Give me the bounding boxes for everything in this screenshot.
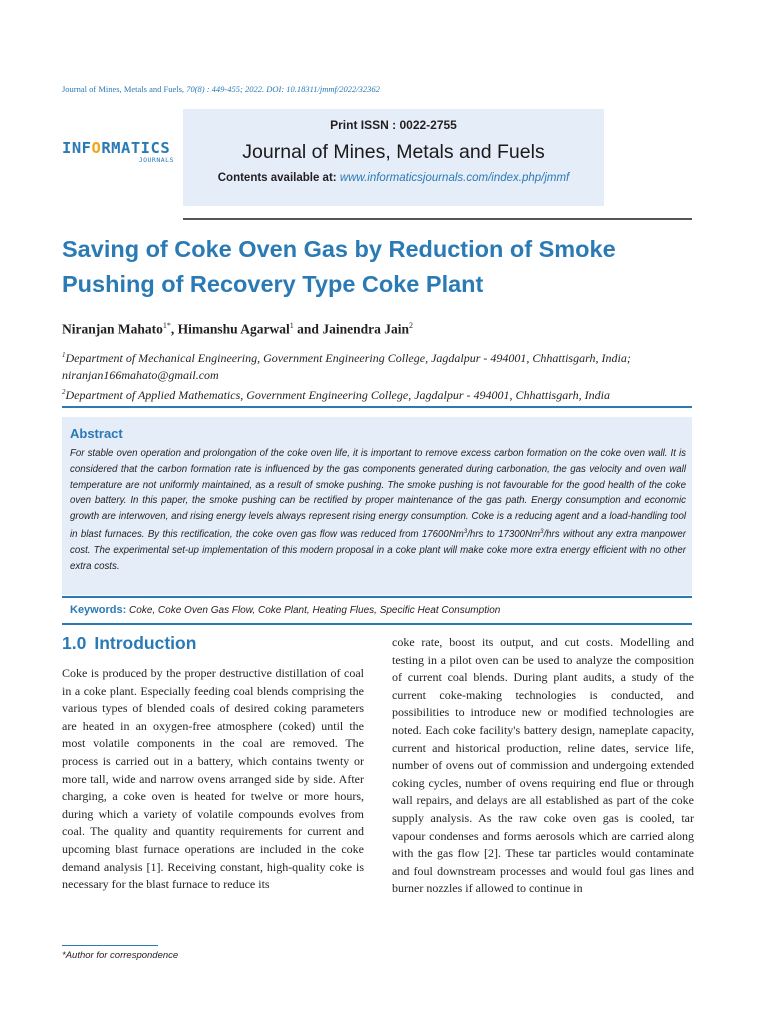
intro-right-column: coke rate, boost its output, and cut costs. Modelling and testing in a pilot oven can be used to analyze the composition of current coal blends. During plant audits, a study of the current coke-making technologies is conducted, and possibilities to introduce new or modified technologies are noted. Each coke facility's battery design, nameplate capacity, current and historical production, reline dates, service life, number of ovens out of commission and undergoing extended coking cycles, number of ovens requiring end flue or through wall repairs, and delays are all established as part of the coke supply analysis. As the raw coke oven gas is cooled, tar vapour condenses and forms aerosols which are carried along with the gas flow [2]. These tar particles would contaminate and foul downstream processes and would foul gas lines and burner nozzles if allowed to continue in (392, 635, 694, 896)
logo-wordmark: INFORMATICS (62, 139, 171, 157)
affiliations (62, 347, 702, 404)
section-heading-introduction (62, 633, 196, 654)
informatics-logo (62, 140, 180, 174)
abstract-heading: Abstract (70, 426, 123, 441)
section-title: Introduction (94, 633, 197, 653)
journal-header (183, 109, 604, 206)
journal-url-link[interactable]: www.informaticsjournals.com/index.php/jmmf (339, 172, 570, 184)
contents-available (183, 172, 604, 184)
logo-subtitle: JOURNALS (138, 156, 174, 164)
abstract-section (62, 417, 692, 595)
paper-title: Saving of Coke Oven Gas by Reduction of Smoke Pushing of Recovery Type Coke Plant (62, 236, 616, 297)
citation-line (62, 84, 380, 94)
keywords-divider-bottom (62, 623, 692, 625)
footnote-divider (62, 945, 158, 946)
citation-journal: Journal of Mines, Metals and Fuels, (62, 84, 185, 94)
affiliation-item: $^1$Department of Mechanical Engineering, Government Engineering College, Jagdalpur - 494001, Chhattisgarh, India; niranjan166mahato@gmail.com (62, 351, 631, 382)
intro-left-column: Coke is produced by the proper destructive distillation of coal in a coke plant. Especially feeding coal blends comprising the various types of blended coals of desired coking parameters are heated in an oxygen-free atmosphere (coked) until the most volatile components in the coal are removed. The process is carried out in a battery, which contains twenty or more tall, wide and narrow ovens arranged side by side. After charging, a coke oven is heated for twelve or more hours, during which a variety of volatile compounds evolves from coal. The quality and quantity requirements for current and upcoming blast furnace operations are included in the coke demand analysis [1]. Receiving constant, high-quality coke is necessary for the blast furnace to reduce its (62, 666, 364, 892)
header-divider (183, 218, 692, 220)
keywords (70, 604, 500, 616)
affiliation-item: $^2$Department of Applied Mathematics, Government Engineering College, Jagdalpur - 494001, Chhattisgarh, India (62, 388, 610, 402)
affiliation-divider (62, 406, 692, 408)
author-name: Himanshu Agarwal (177, 321, 290, 337)
author-list: Niranjan Mahato$^{1*}$, Himanshu Agarwal$^1$ and Jainendra Jain$^2$ (62, 321, 413, 337)
journal-title: Journal of Mines, Metals and Fuels (242, 141, 545, 163)
footnote: *Author for correspondence (62, 950, 179, 961)
contents-label: Contents available at: (217, 172, 337, 184)
abstract-text: For stable oven operation and prolongation of the coke oven life, it is important to remove excess carbon formation on the coke oven wall. It is considered that the carbon formation rate is influenced by the gas components generated during carbonation, the gas velocity and oven wall temperature are not uniformly maintained, as a result of smoke pushing. The smoke pushing is not favourable for the good health of the coke oven battery. In this paper, the smoke pushing can be rectified by proper maintenance of the gas path. Energy consumption and economic growth are interwoven, and rising energy levels always represent rising energy consumption. Coke is a reducing agent and a load-handling tool in blast furnaces. By this rectification, the coke oven gas flow was reduced from 17600Nm$^3$/hrs to 17300Nm$^3$/hrs without any extra manpower cost. The experimental set-up implementation of this modern proposal in a coke plant will make coke more extra energy efficient with no other extra costs. (70, 448, 687, 572)
keywords-text: Coke, Coke Oven Gas Flow, Coke Plant, Heating Flues, Specific Heat Consumption (129, 605, 501, 616)
issn: Print ISSN : 0022-2755 (330, 118, 457, 132)
author-name: Niranjan Mahato (62, 321, 163, 337)
author-affil-mark: 1* (162, 321, 171, 330)
keywords-label: Keywords: (70, 604, 127, 616)
section-number: 1.0 (62, 633, 87, 653)
author-affil-mark: 1 (289, 321, 294, 330)
author-name: Jainendra Jain (322, 321, 409, 337)
keywords-divider-top (62, 596, 692, 598)
citation-details: 70(8) : 449-455; 2022. DOI: 10.18311/jmmf/2022/32362 (186, 84, 380, 94)
author-affil-mark: 2 (408, 321, 413, 330)
